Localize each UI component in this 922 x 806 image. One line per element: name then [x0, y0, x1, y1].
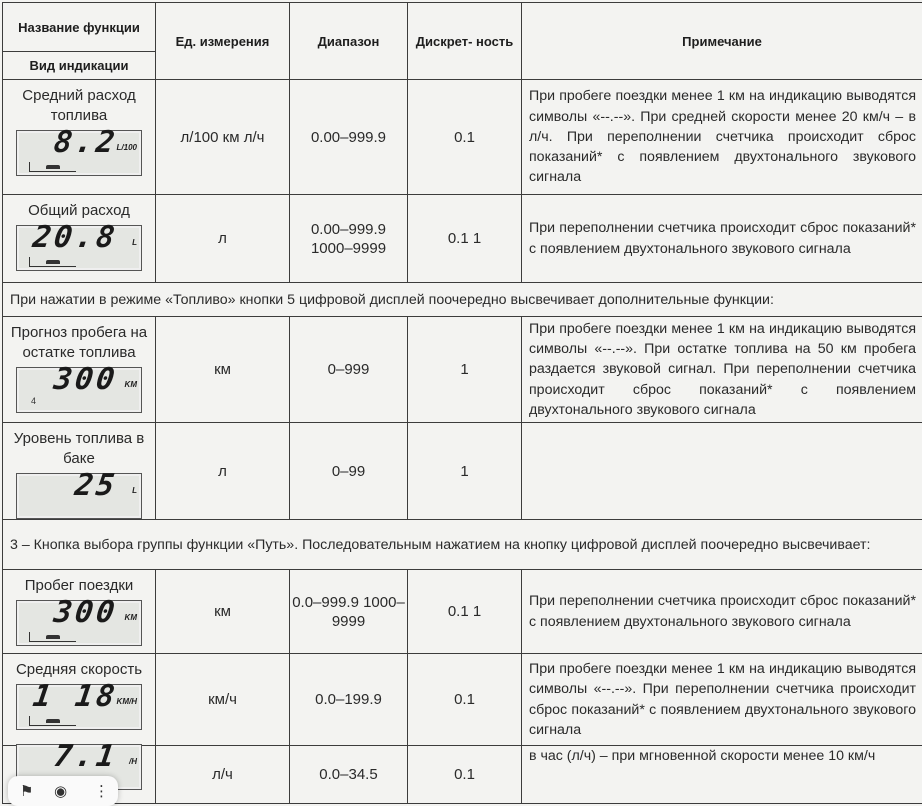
more-icon[interactable]: ⋮ [94, 782, 109, 800]
range-cell: 0–99 [290, 423, 408, 520]
unit-cell: км [156, 570, 290, 654]
header-function-name: Название функции [3, 3, 156, 52]
unit-cell: км [156, 317, 290, 423]
note-cell: в час (л/ч) – при мгновенной скорости менее 10 км/ч [522, 746, 922, 804]
unit-cell: л/ч [156, 746, 290, 804]
lcd-small-digit: 4 [31, 391, 36, 411]
range-cell: 0.00–999.9 1000–9999 [290, 195, 408, 283]
function-name: Средняя скорость [3, 660, 155, 680]
function-cell [3, 317, 156, 423]
header-row [3, 3, 922, 52]
header-range: Диапазон [290, 3, 408, 80]
section-text: 3 – Кнопка выбора группы функции «Путь». Последовательным нажатием на кнопку цифровой дисплей поочередно высвечивает: [3, 520, 922, 570]
section-text: При нажатии в режиме «Топливо» кнопки 5 цифровой дисплей поочередно высвечивает дополнительные функции: [3, 283, 922, 317]
function-cell [3, 80, 156, 195]
section-row-path [3, 520, 922, 570]
step-cell: 0.1 1 [408, 570, 522, 654]
range-cell: 0.0–34.5 [290, 746, 408, 804]
lcd-display [16, 684, 142, 730]
header-indication-view: Вид индикации [3, 52, 156, 80]
function-name: Уровень топлива в баке [3, 429, 155, 469]
lcd-digits: 25 [73, 476, 118, 496]
lcd-unit: L [132, 233, 137, 253]
lcd-display [16, 600, 142, 646]
unit-cell: л [156, 423, 290, 520]
lcd-unit: L/100 [117, 138, 137, 158]
step-cell: 0.1 [408, 654, 522, 746]
function-name: Прогноз пробега на остатке топлива [3, 323, 155, 363]
lcd-digits: 1 18 [31, 687, 118, 707]
table-row [3, 195, 922, 283]
function-cell [3, 654, 156, 746]
range-cell: 0.0–199.9 [290, 654, 408, 746]
note-cell: При пробеге поездки менее 1 км на индикацию выводятся символы «--.--». При средней скорости менее 20 км/ч – в л/ч. При переполнении счетчика происходит сброс показаний* с появлением двухтонального звукового сигнала [522, 80, 922, 195]
function-cell [3, 570, 156, 654]
table-row [3, 654, 922, 746]
function-table [2, 2, 922, 804]
header-note: Примечание [522, 3, 922, 80]
trip-indicator-icon [29, 632, 76, 642]
lcd-unit: /H [129, 752, 137, 772]
lcd-unit: KM [125, 375, 137, 395]
lcd-unit: L [132, 481, 137, 501]
lcd-display [16, 130, 142, 176]
step-cell: 0.1 [408, 746, 522, 804]
unit-cell: км/ч [156, 654, 290, 746]
trip-indicator-icon [29, 162, 76, 172]
lcd-digits: 7.1 [52, 747, 118, 767]
lcd-unit: KM/H [117, 692, 137, 712]
step-cell: 0.1 [408, 80, 522, 195]
bookmark-icon[interactable]: ⚑ [20, 782, 33, 800]
camera-icon[interactable]: ◉ [54, 782, 67, 800]
lcd-display [16, 225, 142, 271]
note-cell: При пробеге поездки менее 1 км на индикацию выводятся символы «--.--». При переполнении счетчика происходит сброс показаний* с появлением двухтонального звукового сигнала [522, 654, 922, 746]
note-cell: При переполнении счетчика происходит сброс показаний* с появлением двухтонального звукового сигнала [522, 570, 922, 654]
lcd-digits: 300 [52, 603, 118, 623]
note-cell: При переполнении счетчика происходит сброс показаний* с появлением двухтонального звукового сигнала [522, 195, 922, 283]
note-cell [522, 423, 922, 520]
section-row-fuel [3, 283, 922, 317]
lcd-display [16, 473, 142, 519]
step-cell: 0.1 1 [408, 195, 522, 283]
table-row [3, 423, 922, 520]
trip-indicator-icon [29, 257, 76, 267]
range-cell: 0.0–999.9 1000–9999 [290, 570, 408, 654]
note-cell: При пробеге поездки менее 1 км на индикацию выводятся символы «--.--». При остатке топлива на 50 км пробега раздается звуковой сигнал. При переполнении счетчика происходит сброс показаний* с появлением двухтонального звукового сигнала [522, 317, 922, 423]
header-unit: Ед. измерения [156, 3, 290, 80]
header-step: Дискрет- ность [408, 3, 522, 80]
function-name: Пробег поездки [3, 576, 155, 596]
unit-cell: л [156, 195, 290, 283]
lcd-display [16, 367, 142, 413]
unit-cell: л/100 км л/ч [156, 80, 290, 195]
lcd-digits: 8.2 [52, 133, 118, 153]
function-name: Средний расход топлива [3, 86, 155, 126]
lcd-digits: 300 [52, 370, 118, 390]
lcd-unit: KM [125, 608, 137, 628]
function-cell [3, 423, 156, 520]
step-cell: 1 [408, 423, 522, 520]
range-cell: 0.00–999.9 [290, 80, 408, 195]
table-row [3, 570, 922, 654]
trip-indicator-icon [29, 716, 76, 726]
range-cell: 0–999 [290, 317, 408, 423]
function-name: Общий расход [3, 201, 155, 221]
lcd-digits: 20.8 [31, 228, 118, 248]
image-action-toolbar [8, 776, 118, 806]
table-row [3, 746, 922, 804]
table-row [3, 80, 922, 195]
step-cell: 1 [408, 317, 522, 423]
function-cell [3, 195, 156, 283]
table-row [3, 317, 922, 423]
